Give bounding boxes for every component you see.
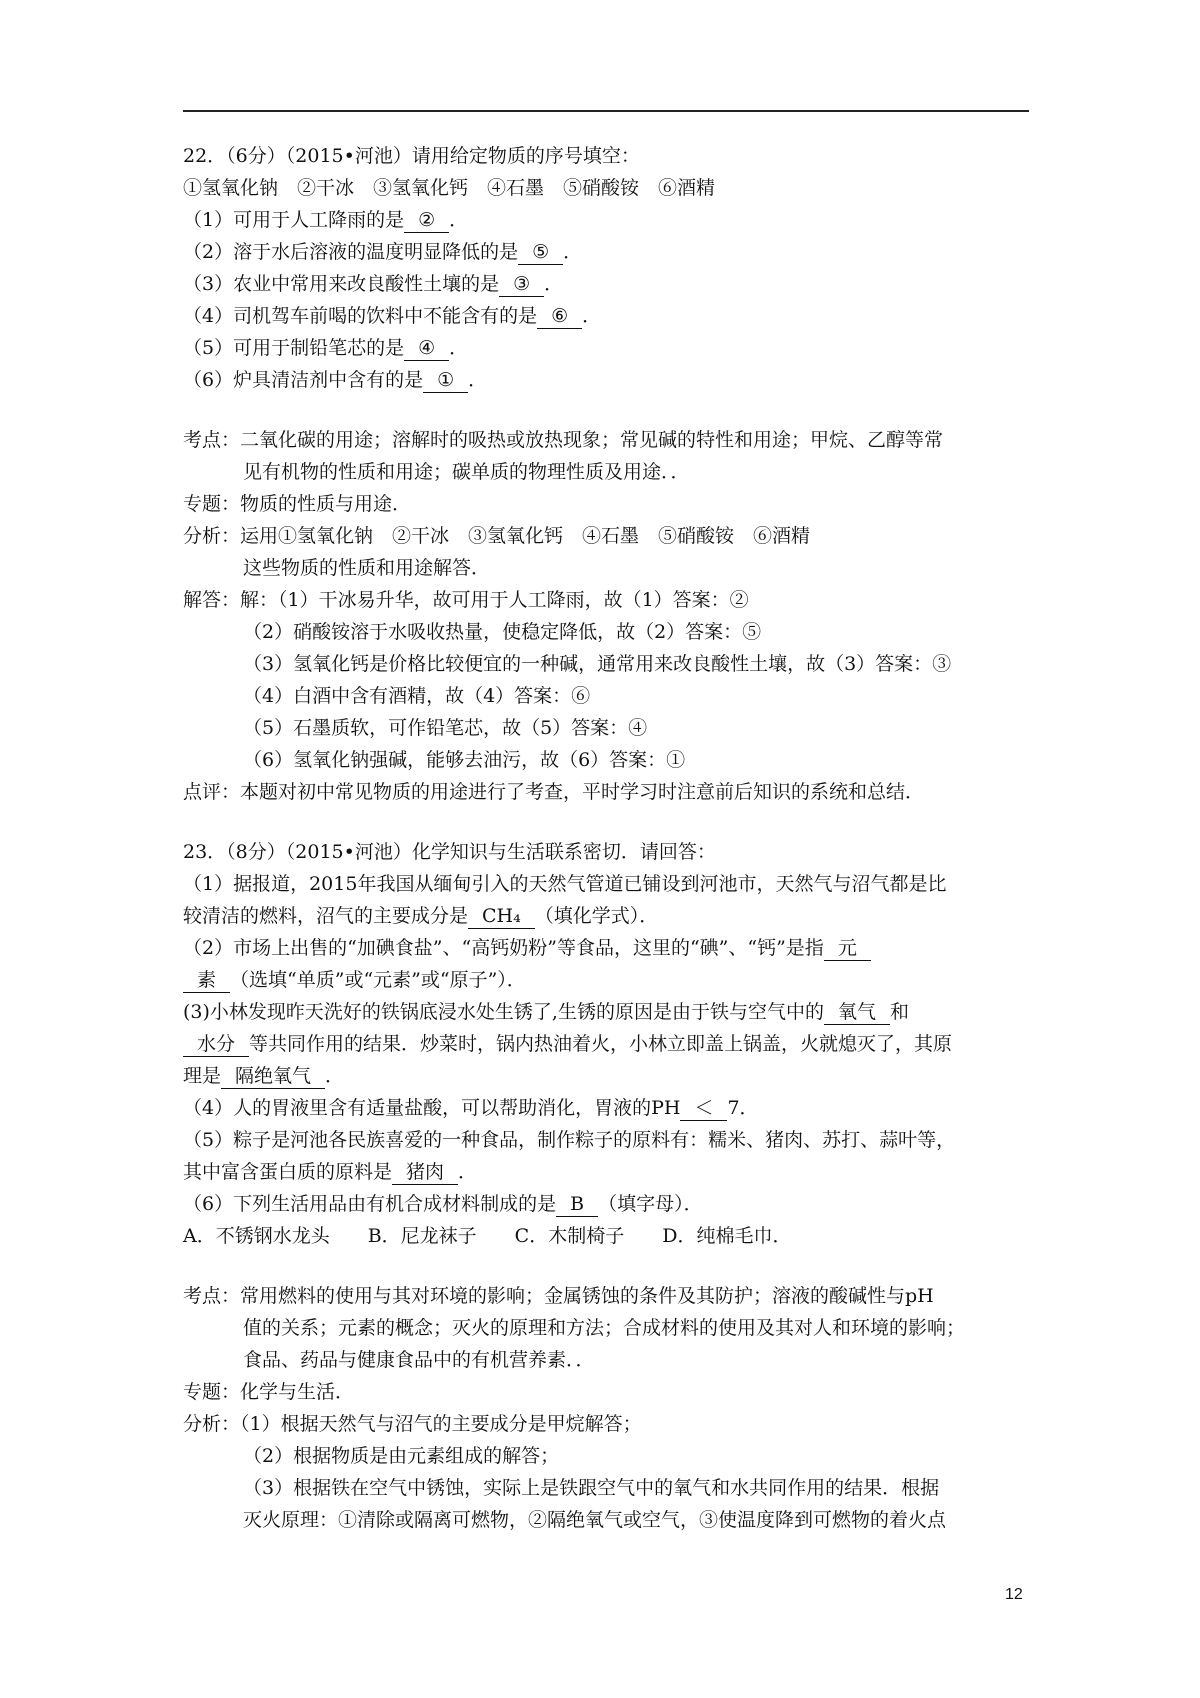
q23-fenxi-2: （2）根据物质是由元素组成的解答； [243,1445,560,1467]
answer-blank: ⑤ [518,240,563,265]
q23-zhuanti: 专题：化学与生活． [183,1381,355,1403]
answer-blank: B [556,1192,598,1217]
answer-blank: 素 [183,968,230,993]
q22-jieda-6: （6）氢氧化钠强碱，能够去油污，故（6）答案：① [243,749,686,771]
q23-part-3c: 理是 隔绝氧气 ． [183,1065,345,1087]
q22-item-5: （5）可用于制铅笔芯的是 ④ ． [183,337,469,359]
header-rule [183,110,1029,112]
q23-part-3b: 水分 等共同作用的结果．炒菜时，锅内热油着火，小林立即盖上锅盖，火就熄灭了，其原 [183,1028,1029,1060]
document-page [183,140,1029,1536]
q23-fenxi-3: （3）根据铁在空气中锈蚀，实际上是铁跟空气中的氧气和水共同作用的结果．根据 [243,1477,940,1499]
answer-blank: ② [404,208,449,233]
q22-item-1: （1）可用于人工降雨的是 ② ． [183,209,469,231]
q23-part-5a: （5）粽子是河池各民族喜爱的一种食品，制作粽子的原料有：糯米、猪肉、苏打、蒜叶等， [183,1129,956,1151]
answer-blank: ⑥ [537,304,582,329]
q23-fenxi-4: 灭火原理：①清除或隔离可燃物，②隔绝氧气或空气，③使温度降到可燃物的着火点 [243,1509,947,1531]
answer-blank: ＜ [680,1096,727,1121]
q22-zhuanti: 专题：物质的性质与用途． [183,493,412,515]
q22-kaodian-cont: 见有机物的性质和用途；碳单质的物理性质及用途．． [243,461,690,483]
q22-header: 22．（6分）（2015•河池）请用给定物质的序号填空： [183,145,640,167]
q22-jieda-3: （3）氢氧化钙是价格比较便宜的一种碱，通常用来改良酸性土壤，故（3）答案：③ [243,653,952,675]
q22-fenxi: 分析：运用①氢氧化钠 ②干冰 ③氢氧化钙 ④石墨 ⑤硝酸铵 ⑥酒精 [183,525,811,547]
q22-item-6: （6）炉具清洁剂中含有的是 ① ． [183,369,488,391]
page-number: 12 [1005,1586,1023,1603]
q22-item-2: （2）溶于水后溶液的温度明显降低的是 ⑤ ． [183,241,583,263]
q23-part-1a: （1）据报道，2015年我国从缅甸引入的天然气管道已铺设到河池市，天然气与沼气都是比 [183,873,947,895]
answer-blank: 水分 [183,1032,249,1057]
q22-jieda-2: （2）硝酸铵溶于水吸收热量，使稳定降低，故（2）答案：⑤ [243,621,762,643]
q23-part-2b: 素 （选填“单质”或“元素”或“原子”）． [183,964,1029,996]
answer-blank: ④ [404,336,449,361]
answer-blank: CH₄ [468,904,535,929]
q23-part-6: （6）下列生活用品由有机合成材料制成的是 B （填字母）． [183,1193,703,1215]
q23-part-2a: （2）市场上出售的“加碘食盐”、“高钙奶粉”等食品，这里的“碘”、“钙”是指 元 [183,932,1029,964]
q23-part-1b: 较清洁的燃料，沼气的主要成分是 CH₄ （填化学式）． [183,905,659,927]
q22-jieda-4: （4）白酒中含有酒精，故（4）答案：⑥ [243,685,591,707]
answer-blank: 猪肉 [392,1160,458,1185]
q22-item-4: （4）司机驾车前喝的饮料中不能含有的是 ⑥ ． [183,305,602,327]
answer-blank: ③ [499,272,544,297]
q23-kaodian: 考点：常用燃料的使用与其对环境的影响；金属锈蚀的条件及其防护；溶液的酸碱性与pH [183,1285,934,1307]
answer-blank: 氧气 [824,1000,890,1025]
q23-fenxi-1: 分析：（1）根据天然气与沼气的主要成分是甲烷解答； [183,1413,642,1435]
q23-kaodian-cont-2: 食品、药品与健康食品中的有机营养素．． [243,1349,595,1371]
answer-blank: ① [423,368,468,393]
q22-jieda-5: （5）石墨质软，可作铅笔芯，故（5）答案：④ [243,717,648,739]
q22-kaodian: 考点：二氧化碳的用途；溶解时的吸热或放热现象；常见碱的特性和用途；甲烷、乙醇等常 [183,429,944,451]
q22-jieda-1: 解答：解：（1）干冰易升华，故可用于人工降雨，故（1）答案：② [183,589,749,611]
q22-item-3: （3）农业中常用来改良酸性土壤的是 ③ ． [183,273,564,295]
q23-part-4: （4）人的胃液里含有适量盐酸，可以帮助消化，胃液的PH ＜ 7． [183,1097,759,1119]
q23-kaodian-cont-1: 值的关系；元素的概念；灭火的原理和方法；合成材料的使用及其对人和环境的影响； [243,1317,966,1339]
q22-dianping: 点评：本题对初中常见物质的用途进行了考查，平时学习时注意前后知识的系统和总结． [183,781,925,803]
answer-blank: 隔绝氧气 [221,1064,325,1089]
q23-part-3a: (3)小林发现昨天洗好的铁锅底浸水处生锈了,生锈的原因是由于铁与空气中的 氧气 和 [183,1001,909,1023]
answer-blank: 元 [824,936,871,961]
q22-substances: ①氢氧化钠 ②干冰 ③氢氧化钙 ④石墨 ⑤硝酸铵 ⑥酒精 [183,177,716,199]
q23-header: 23．（8分）（2015•河池）化学知识与生活联系密切．请回答： [183,841,716,863]
q23-part-5b: 其中富含蛋白质的原料是 猪肉 ． [183,1161,478,1183]
q23-options: A．不锈钢水龙头 B．尼龙袜子 C．木制椅子 D．纯棉毛巾． [183,1225,792,1247]
q22-fenxi-cont: 这些物质的性质和用途解答． [243,557,491,579]
